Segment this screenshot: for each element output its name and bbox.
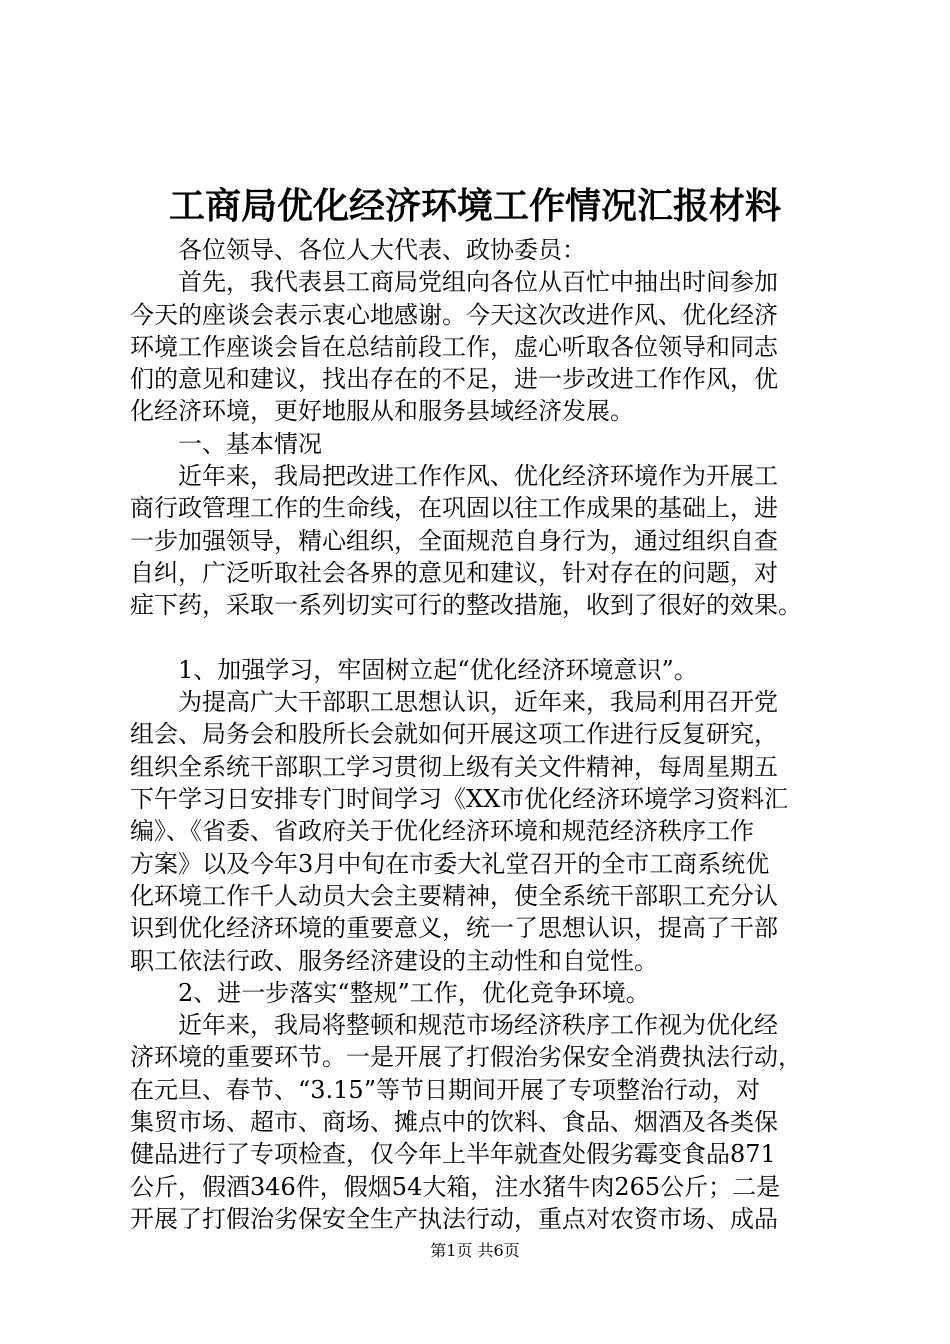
document-title: 工商局优化经济环境工作情况汇报材料 (168, 185, 781, 227)
paragraph-line (130, 622, 850, 654)
paragraph-line: 识到优化经济环境的重要意义，统一了思想认识，提高了干部 (130, 914, 778, 943)
paragraph-line: 方案》以及今年3月中旬在市委大礼堂召开的全市工商系统优 (130, 849, 770, 878)
paragraph-line: 组织全系统干部职工学习贯彻上级有关文件精神，每周星期五 (130, 752, 778, 781)
page-footer: 第1页 共6页 (430, 1241, 520, 1260)
paragraph-line: 商行政管理工作的生命线，在巩固以往工作成果的基础上，进 (130, 494, 778, 523)
paragraph-line: 编》、《省委、省政府关于优化经济环境和规范经济秩序工作 (130, 817, 754, 846)
document-body (130, 234, 850, 1235)
paragraph-line: 近年来，我局将整顿和规范市场经济秩序工作视为优化经 (178, 1011, 778, 1040)
paragraph-line: 一、基本情况 (178, 429, 322, 458)
paragraph-line: 公斤，假酒346件，假烟54大箱，注水猪牛肉265公斤；二是 (130, 1172, 781, 1201)
paragraph-line: 一步加强领导，精心组织，全面规范自身行为，通过组织自查 (130, 526, 778, 555)
paragraph-line: 化环境工作千人动员大会主要精神，使全系统干部职工充分认 (130, 881, 778, 910)
paragraph-line: 为提高广大干部职工思想认识，近年来，我局利用召开党 (178, 688, 778, 717)
paragraph-line: 济环境的重要环节。一是开展了打假治劣保安全消费执法行动， (130, 1043, 802, 1072)
paragraph-line: 们的意见和建议，找出存在的不足，进一步改进工作作风，优 (130, 365, 778, 394)
paragraph-line: 组会、局务会和股所长会就如何开展这项工作进行反复研究， (130, 720, 778, 749)
paragraph-line: 健品进行了专项检查，仅今年上半年就查处假劣霉变食品871 (130, 1140, 776, 1169)
paragraph-line: 1、加强学习，牢固树立起“优化经济环境意识”。 (178, 655, 698, 684)
paragraph-line: 开展了打假治劣保安全生产执法行动，重点对农资市场、成品 (130, 1204, 778, 1233)
paragraph-line: 集贸市场、超市、商场、摊点中的饮料、食品、烟酒及各类保 (130, 1108, 778, 1137)
paragraph-line: 自纠，广泛听取社会各界的意见和建议，针对存在的问题，对 (130, 558, 778, 587)
paragraph-line: 在元旦、春节、“3.15”等节日期间开展了专项整治行动，对 (130, 1075, 760, 1104)
paragraph-line: 环境工作座谈会旨在总结前段工作，虚心听取各位领导和同志 (130, 332, 778, 361)
paragraph-line: 各位领导、各位人大代表、政协委员： (178, 236, 586, 264)
paragraph-line: 近年来，我局把改进工作作风、优化经济环境作为开展工 (178, 462, 778, 491)
paragraph-line: 今天的座谈会表示衷心地感谢。今天这次改进作风、优化经济 (130, 300, 778, 329)
paragraph-line: 职工依法行政、服务经济建设的主动性和自觉性。 (130, 946, 658, 975)
paragraph-line: 2、进一步落实“整规”工作，优化竞争环境。 (178, 978, 650, 1007)
paragraph-line: 化经济环境，更好地服从和服务县域经济发展。 (130, 397, 634, 426)
paragraph-line: 症下药，采取一系列切实可行的整改措施，收到了很好的效果。 (130, 591, 802, 620)
paragraph-line: 首先，我代表县工商局党组向各位从百忙中抽出时间参加 (178, 268, 778, 297)
paragraph-line: 下午学习日安排专门时间学习《XX市优化经济环境学习资料汇 (130, 785, 789, 814)
